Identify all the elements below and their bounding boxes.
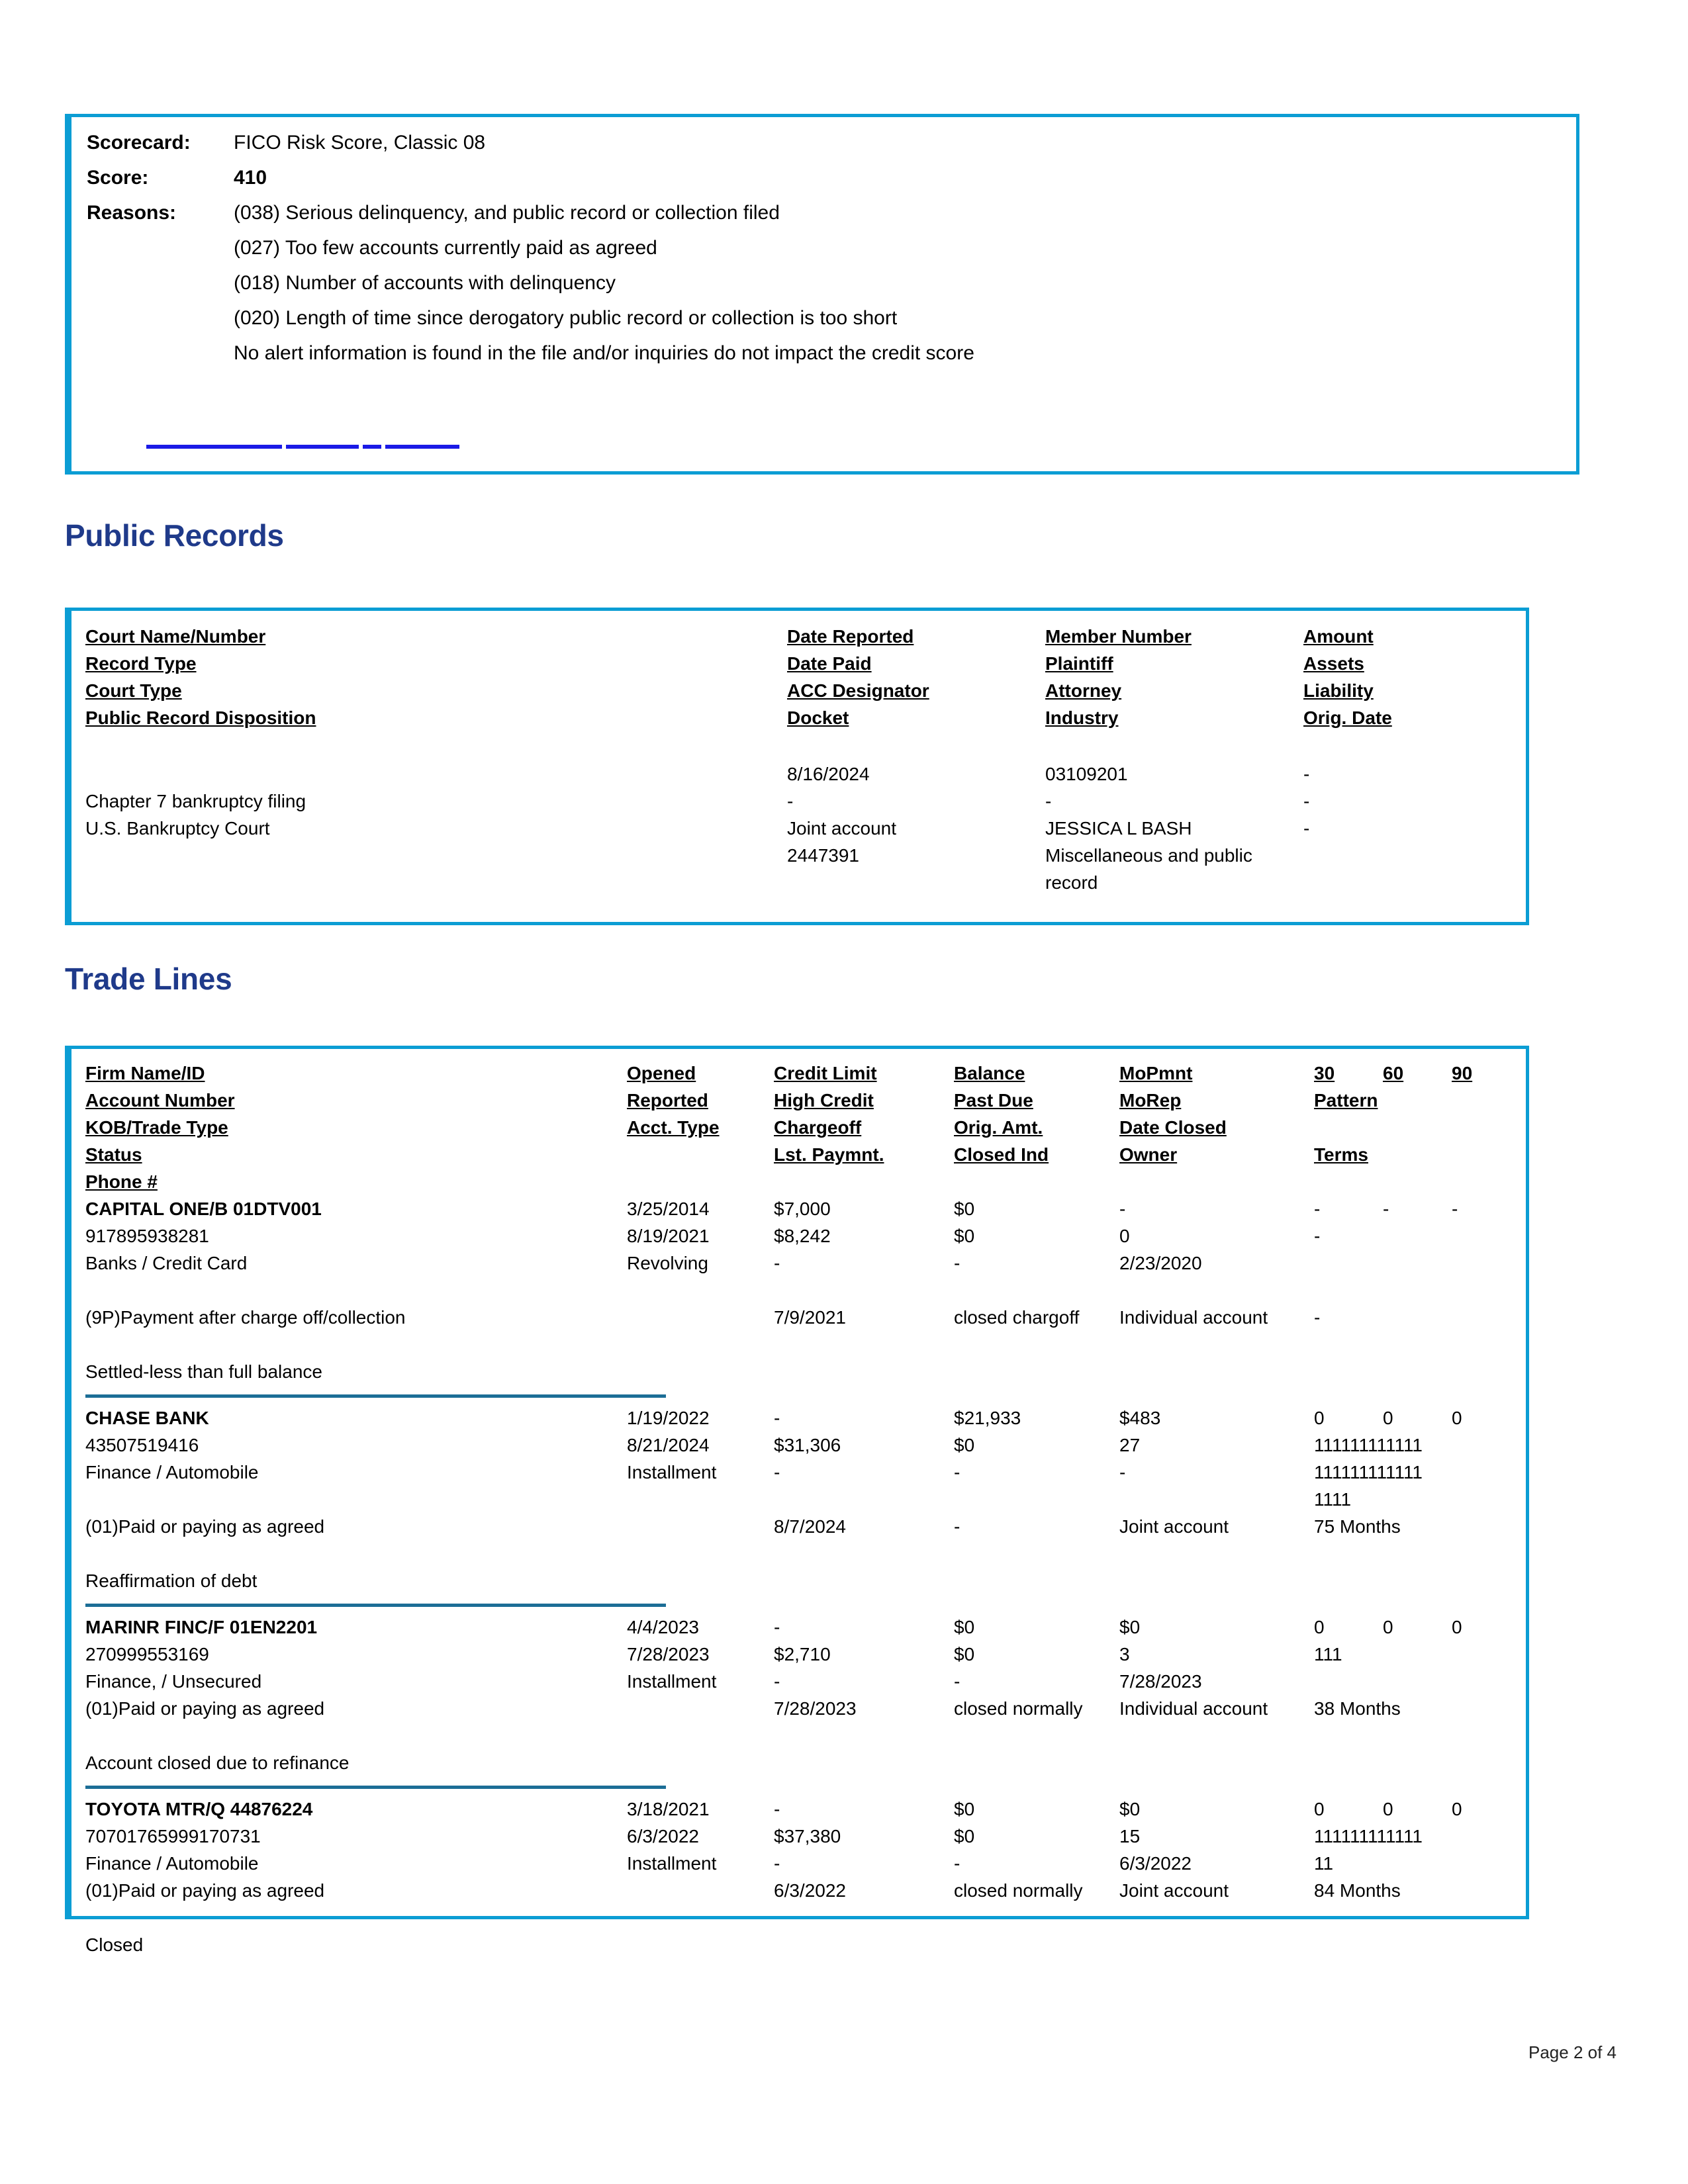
cell-value: U.S. Bankruptcy Court [85, 818, 270, 839]
past-due: $0 [954, 1644, 975, 1664]
column-header: Opened [627, 1063, 696, 1083]
trade-line-entry [85, 1394, 1526, 1594]
account-number: 43507519416 [85, 1435, 199, 1455]
reported-date: 8/19/2021 [627, 1226, 710, 1246]
spacer-row [85, 1722, 1526, 1749]
reasons-label: Reasons: [87, 202, 177, 224]
account-type: Installment [627, 1462, 717, 1482]
cell-value: - [1303, 818, 1310, 839]
original-amount: - [954, 1853, 961, 1874]
cell-value [85, 760, 787, 788]
pr-header-col3 [1045, 623, 1303, 731]
redaction-bar [146, 445, 282, 449]
delinquency-60: 0 [1383, 1617, 1393, 1637]
delinquency-30: 0 [1314, 1617, 1325, 1637]
monthly-payment: $0 [1119, 1799, 1141, 1819]
credit-limit: - [774, 1799, 780, 1819]
monthly-payment: $0 [1119, 1617, 1141, 1637]
redacted-content [146, 445, 459, 449]
reason-item: (020) Length of time since derogatory public record or collection is too short [234, 307, 898, 329]
past-due: $0 [954, 1226, 975, 1246]
delinquency-30: - [1314, 1199, 1321, 1219]
column-header: Record Type [85, 653, 197, 674]
reason-item: No alert information is found in the file and/or inquiries do not impact the credit score [234, 342, 974, 364]
column-header: Owner [1119, 1144, 1178, 1165]
pr-cell-col3 [1045, 760, 1303, 896]
original-amount: - [954, 1671, 961, 1692]
date-closed: 7/28/2023 [1119, 1671, 1202, 1692]
account-status: (01)Paid or paying as agreed [85, 1698, 325, 1719]
balance: $0 [954, 1617, 975, 1637]
pr-cell-col1 [85, 760, 787, 896]
firm-name: MARINR FINC/F 01EN2201 [85, 1617, 318, 1637]
cell-value: - [1303, 764, 1310, 784]
table-row [85, 760, 1526, 896]
scorecard-value: FICO Risk Score, Classic 08 [234, 132, 486, 154]
chargeoff: - [774, 1462, 780, 1482]
kob-trade-type: Finance / Automobile [85, 1853, 259, 1874]
chargeoff: - [774, 1671, 780, 1692]
column-header: KOB/Trade Type [85, 1117, 228, 1138]
column-header-90: 90 [1452, 1063, 1473, 1083]
chargeoff: - [774, 1853, 780, 1874]
high-credit: $31,306 [774, 1435, 841, 1455]
opened-date: 4/4/2023 [627, 1617, 699, 1637]
redaction-bar [385, 445, 459, 449]
monthly-payment: - [1119, 1199, 1126, 1219]
reason-item: (038) Serious delinquency, and public record or collection filed [234, 202, 780, 224]
high-credit: $37,380 [774, 1826, 841, 1846]
last-payment-date: 7/9/2021 [774, 1307, 846, 1328]
firm-name: CHASE BANK [85, 1408, 209, 1428]
closed-indicator: closed normally [954, 1698, 1083, 1719]
cell-value: Miscellaneous and public record [1045, 845, 1252, 893]
spacer [627, 1513, 774, 1540]
column-header: Date Paid [787, 653, 872, 674]
date-closed: 2/23/2020 [1119, 1253, 1202, 1273]
date-closed: 6/3/2022 [1119, 1853, 1192, 1874]
months-reviewed: 0 [1119, 1226, 1130, 1246]
trade-line-entry [85, 1604, 1526, 1776]
reported-date: 6/3/2022 [627, 1826, 699, 1846]
opened-date: 3/25/2014 [627, 1199, 710, 1219]
entry-separator [85, 1604, 666, 1607]
column-header: Orig. Date [1303, 707, 1392, 728]
entry-separator [85, 1786, 666, 1789]
column-header-terms: Terms [1314, 1144, 1368, 1165]
reported-date: 7/28/2023 [627, 1644, 710, 1664]
spacer-row [85, 1904, 1526, 1931]
column-header: Public Record Disposition [85, 707, 316, 728]
delinquency-60: - [1383, 1199, 1389, 1219]
delinquency-60: 0 [1383, 1408, 1393, 1428]
original-amount: - [954, 1253, 961, 1273]
delinquency-60: 0 [1383, 1799, 1393, 1819]
column-header: ACC Designator [787, 680, 929, 701]
original-amount: - [954, 1462, 961, 1482]
column-header: Account Number [85, 1090, 235, 1111]
payment-pattern: 111 [1314, 1644, 1342, 1664]
payment-pattern [1314, 1668, 1521, 1695]
spacer [627, 1695, 774, 1722]
delinquency-30: 0 [1314, 1408, 1325, 1428]
account-remark: Settled-less than full balance [85, 1361, 322, 1382]
score-label: Score: [87, 167, 149, 189]
months-reviewed: 15 [1119, 1826, 1141, 1846]
redaction-bar [363, 445, 381, 449]
column-header: Court Name/Number [85, 626, 266, 647]
column-header: Orig. Amt. [954, 1117, 1043, 1138]
monthly-payment: $483 [1119, 1408, 1161, 1428]
last-payment-date: 6/3/2022 [774, 1880, 846, 1901]
spacer [1119, 1486, 1314, 1513]
reason-item: (027) Too few accounts currently paid as agreed [234, 237, 657, 259]
delinquency-30: 0 [1314, 1799, 1325, 1819]
trade-lines-header [85, 1060, 1526, 1195]
balance: $0 [954, 1199, 975, 1219]
spacer-row [85, 1331, 1526, 1358]
closed-indicator: closed normally [954, 1880, 1083, 1901]
pr-header-col1 [85, 623, 787, 731]
terms: 84 Months [1314, 1880, 1401, 1901]
pr-header-col4 [1303, 623, 1522, 731]
cell-value: - [1045, 791, 1052, 811]
cell-value: 2447391 [787, 845, 860, 866]
column-header: Date Reported [787, 626, 914, 647]
opened-date: 3/18/2021 [627, 1799, 710, 1819]
column-header-60: 60 [1383, 1063, 1404, 1083]
account-remark: Closed [85, 1934, 144, 1955]
cell-value: 03109201 [1045, 764, 1128, 784]
column-header-30: 30 [1314, 1063, 1335, 1083]
spacer [774, 1486, 954, 1513]
spacer [627, 1877, 774, 1904]
terms: 75 Months [1314, 1516, 1401, 1537]
column-header: Amount [1303, 626, 1374, 647]
column-header: Member Number [1045, 626, 1192, 647]
reported-date: 8/21/2024 [627, 1435, 710, 1455]
credit-limit: - [774, 1617, 780, 1637]
date-closed: - [1119, 1462, 1126, 1482]
cell-value: 8/16/2024 [787, 764, 870, 784]
column-header: Court Type [85, 680, 182, 701]
past-due: $0 [954, 1826, 975, 1846]
account-status: (01)Paid or paying as agreed [85, 1880, 325, 1901]
column-header: Phone # [85, 1171, 158, 1192]
account-number: 70701765999170731 [85, 1826, 261, 1846]
column-header: Firm Name/ID [85, 1063, 205, 1083]
section-heading-public-records: Public Records [65, 518, 284, 553]
balance: $21,933 [954, 1408, 1021, 1428]
past-due: $0 [954, 1435, 975, 1455]
high-credit: $8,242 [774, 1226, 831, 1246]
last-payment-date: 8/7/2024 [774, 1516, 846, 1537]
kob-trade-type: Finance, / Unsecured [85, 1671, 262, 1692]
account-type: Installment [627, 1853, 717, 1874]
owner: Individual account [1119, 1698, 1268, 1719]
scorecard-row [87, 132, 1576, 154]
payment-pattern: 11 [1314, 1853, 1334, 1874]
high-credit: $2,710 [774, 1644, 831, 1664]
score-value: 410 [234, 167, 267, 189]
public-records-header-row [85, 623, 1526, 731]
payment-pattern: 1111 [1314, 1489, 1352, 1510]
column-header: Plaintiff [1045, 653, 1113, 674]
delinquency-90: - [1452, 1199, 1458, 1219]
account-status: (01)Paid or paying as agreed [85, 1516, 325, 1537]
delinquency-90: 0 [1452, 1617, 1462, 1637]
trade-lines-table [65, 1046, 1529, 1955]
column-header-pattern: Pattern [1314, 1090, 1378, 1111]
column-header: Closed Ind [954, 1144, 1049, 1165]
payment-pattern [1314, 1250, 1521, 1277]
firm-name: CAPITAL ONE/B 01DTV001 [85, 1199, 322, 1219]
payment-pattern: - [1314, 1226, 1321, 1246]
column-header: Reported [627, 1090, 708, 1111]
credit-limit: $7,000 [774, 1199, 831, 1219]
cell-value: Joint account [787, 818, 896, 839]
scorecard-label: Scorecard: [87, 132, 191, 154]
trade-line-entry [85, 1195, 1526, 1385]
delinquency-90: 0 [1452, 1408, 1462, 1428]
pr-cell-col2 [787, 760, 1045, 896]
cell-value [85, 842, 787, 869]
account-status: (9P)Payment after charge off/collection [85, 1307, 406, 1328]
trade-line-entry [85, 1786, 1526, 1958]
cell-value: - [787, 791, 794, 811]
months-reviewed: 3 [1119, 1644, 1130, 1664]
public-records-table [65, 608, 1529, 925]
kob-trade-type: Finance / Automobile [85, 1462, 259, 1482]
delinquency-90: 0 [1452, 1799, 1462, 1819]
spacer-row [85, 1540, 1526, 1567]
cell-value: - [1303, 791, 1310, 811]
column-header: Liability [1303, 680, 1374, 701]
balance: $0 [954, 1799, 975, 1819]
column-header: MoRep [1119, 1090, 1182, 1111]
column-header: Balance [954, 1063, 1025, 1083]
firm-name: TOYOTA MTR/Q 44876224 [85, 1799, 313, 1819]
closed-indicator: closed chargoff [954, 1307, 1080, 1328]
terms: 38 Months [1314, 1698, 1401, 1719]
column-header: High Credit [774, 1090, 874, 1111]
section-heading-trade-lines: Trade Lines [65, 962, 232, 996]
column-header: Acct. Type [627, 1117, 720, 1138]
account-remark: Account closed due to refinance [85, 1752, 350, 1773]
cell-value [1303, 842, 1522, 869]
cell-value: Chapter 7 bankruptcy filing [85, 791, 306, 811]
page-number: Page 2 of 4 [1528, 2042, 1617, 2062]
credit-limit: - [774, 1408, 780, 1428]
column-header: Credit Limit [774, 1063, 877, 1083]
column-header: Lst. Paymnt. [774, 1144, 884, 1165]
trade-line-entry-list [85, 1195, 1526, 1958]
column-header: Status [85, 1144, 142, 1165]
terms: - [1314, 1307, 1321, 1328]
owner: Joint account [1119, 1516, 1229, 1537]
opened-date: 1/19/2022 [627, 1408, 710, 1428]
account-type: Revolving [627, 1253, 708, 1273]
reasons-list [234, 202, 1576, 365]
spacer [627, 1486, 774, 1513]
account-remark: Reaffirmation of debt [85, 1570, 258, 1591]
owner: Individual account [1119, 1307, 1268, 1328]
spacer-row [85, 1277, 1526, 1304]
spacer [954, 1486, 1119, 1513]
score-row [87, 167, 1576, 189]
chargeoff: - [774, 1253, 780, 1273]
column-header: Date Closed [1119, 1117, 1227, 1138]
column-header: Docket [787, 707, 849, 728]
account-type: Installment [627, 1671, 717, 1692]
column-header: Assets [1303, 653, 1364, 674]
last-payment-date: 7/28/2023 [774, 1698, 857, 1719]
column-header: Past Due [954, 1090, 1033, 1111]
spacer [85, 1486, 627, 1513]
owner: Joint account [1119, 1880, 1229, 1901]
column-header: Attorney [1045, 680, 1122, 701]
entry-separator [85, 1394, 666, 1398]
column-header: Chargeoff [774, 1117, 862, 1138]
account-number: 917895938281 [85, 1226, 209, 1246]
pr-cell-col4 [1303, 760, 1522, 896]
column-header: MoPmnt [1119, 1063, 1193, 1083]
redaction-bar [286, 445, 359, 449]
payment-pattern: 111111111111 [1314, 1435, 1423, 1455]
reasons-row [87, 202, 1576, 365]
payment-pattern: 111111111111 [1314, 1462, 1423, 1482]
pr-header-col2 [787, 623, 1045, 731]
payment-pattern: 111111111111 [1314, 1826, 1423, 1846]
account-number: 270999553169 [85, 1644, 209, 1664]
reason-item: (018) Number of accounts with delinquency [234, 272, 616, 294]
spacer [627, 1304, 774, 1331]
scorecard-panel [65, 114, 1579, 475]
column-header: Industry [1045, 707, 1119, 728]
closed-indicator: - [954, 1516, 961, 1537]
months-reviewed: 27 [1119, 1435, 1141, 1455]
cell-value: JESSICA L BASH [1045, 818, 1192, 839]
kob-trade-type: Banks / Credit Card [85, 1253, 248, 1273]
